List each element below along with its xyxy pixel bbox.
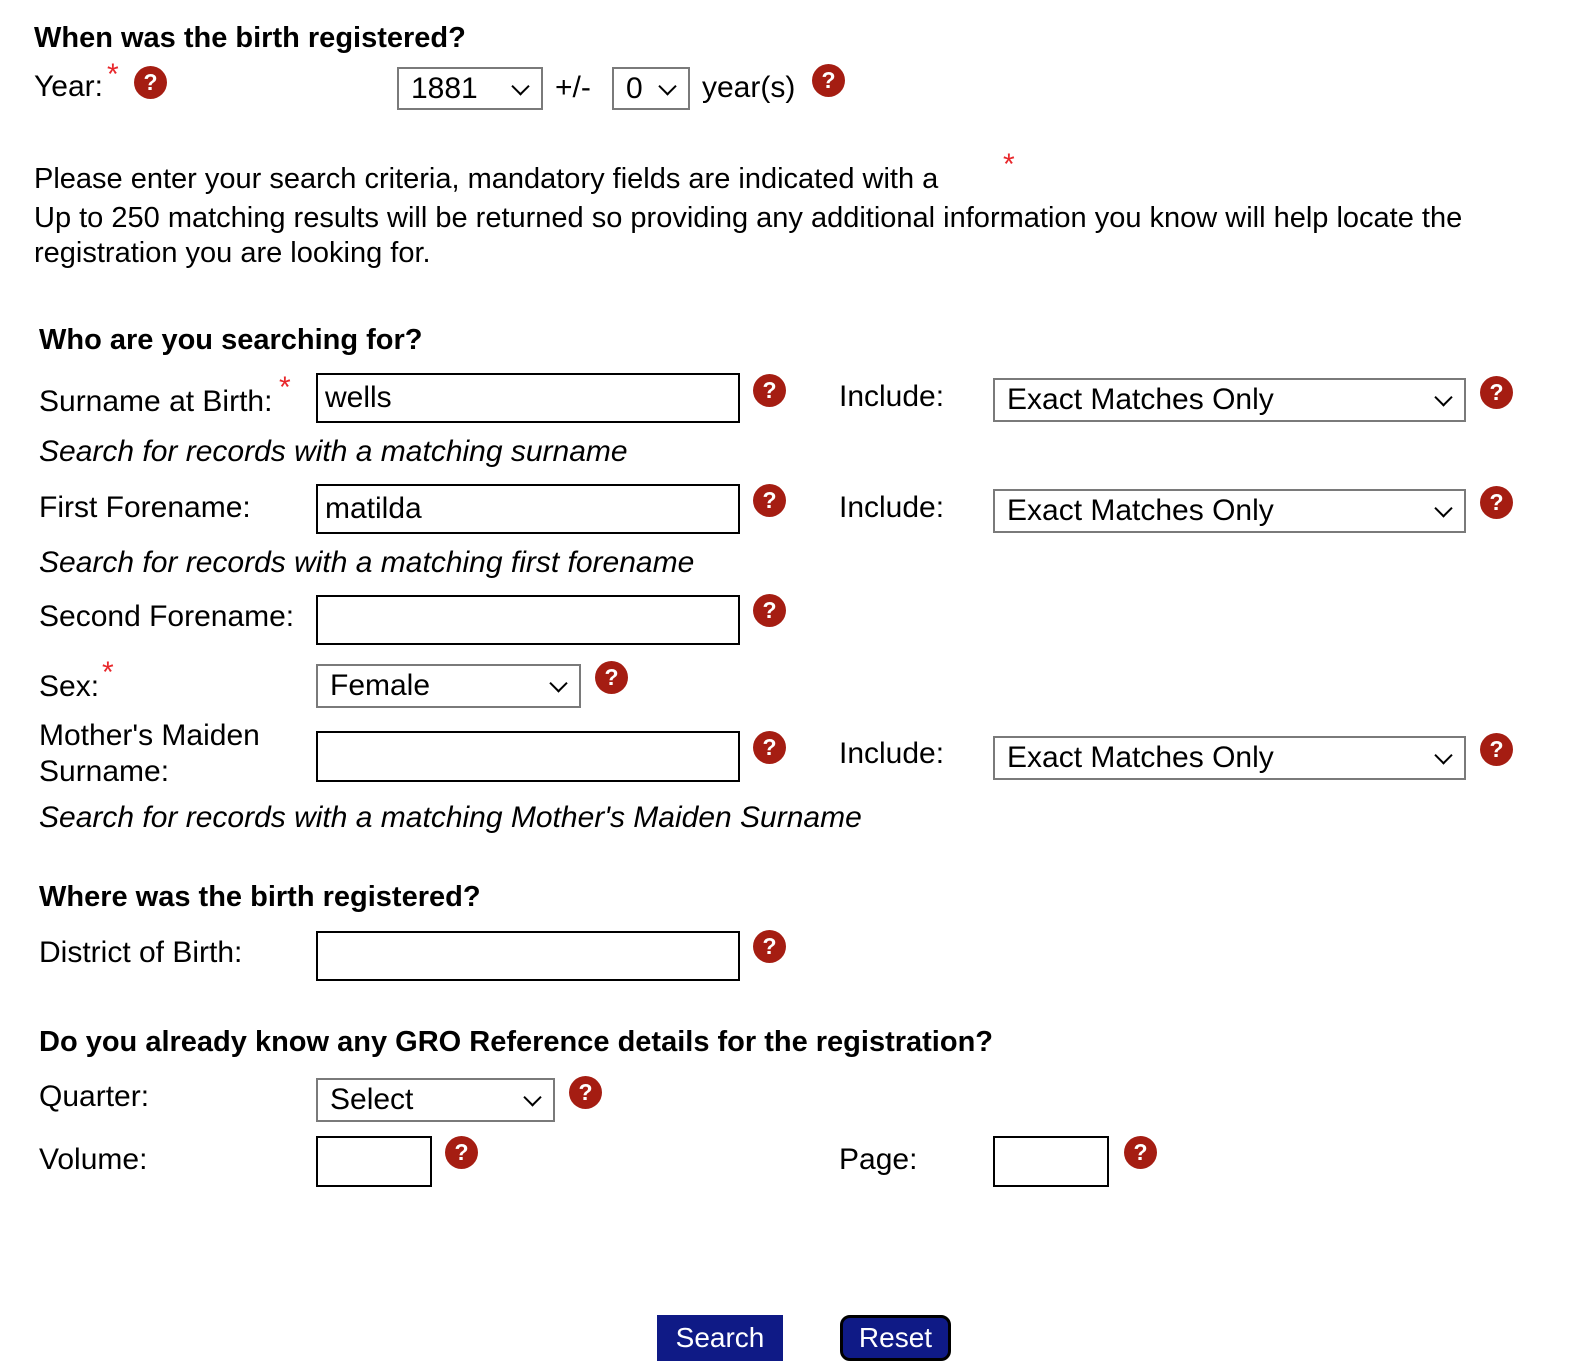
help-icon[interactable]: ? (595, 661, 628, 694)
help-icon[interactable]: ? (134, 66, 167, 99)
year-label: Year: (34, 70, 103, 103)
years-suffix-label: year(s) (702, 71, 796, 104)
year-range-value: 0 (626, 71, 643, 105)
second-forename-input[interactable] (316, 595, 740, 645)
reset-button[interactable]: Reset (840, 1315, 951, 1361)
mothers-maiden-input[interactable] (316, 731, 740, 782)
help-icon[interactable]: ? (753, 731, 786, 764)
plus-minus-label: +/- (555, 71, 591, 104)
volume-input[interactable] (316, 1136, 432, 1187)
help-icon[interactable]: ? (1124, 1136, 1157, 1169)
surname-label: Surname at Birth: (39, 385, 273, 418)
surname-input-value: wells (325, 381, 392, 414)
search-button[interactable]: Search (657, 1315, 783, 1361)
year-range-select[interactable] (612, 67, 690, 110)
include-label: Include: (839, 737, 945, 770)
section-heading-where: Where was the birth registered? (39, 881, 481, 913)
include-label: Include: (839, 380, 945, 413)
year-select-value: 1881 (411, 71, 478, 105)
mothers-maiden-include-select[interactable] (993, 736, 1466, 780)
volume-label: Volume: (39, 1143, 148, 1176)
district-input[interactable] (316, 931, 740, 981)
help-icon[interactable]: ? (1480, 376, 1513, 409)
mothers-maiden-label-line1: Mother's Maiden (39, 719, 260, 752)
chevron-down-icon (1434, 388, 1452, 406)
quarter-select-value: Select (330, 1083, 414, 1116)
district-label: District of Birth: (39, 936, 243, 969)
chevron-down-icon (523, 1088, 541, 1106)
intro-line-1: Please enter your search criteria, mandatory fields are indicated with a (34, 163, 939, 195)
year-select[interactable] (397, 67, 543, 110)
chevron-down-icon (1434, 499, 1452, 517)
section-heading-when: When was the birth registered? (34, 22, 466, 54)
first-forename-hint: Search for records with a matching first forename (39, 546, 695, 579)
quarter-label: Quarter: (39, 1080, 150, 1113)
mothers-maiden-include-value: Exact Matches Only (1007, 741, 1274, 774)
required-star: * (279, 371, 291, 404)
help-icon[interactable]: ? (812, 64, 845, 97)
quarter-select[interactable] (316, 1078, 555, 1122)
first-forename-include-value: Exact Matches Only (1007, 494, 1274, 527)
sex-select[interactable] (316, 664, 581, 708)
first-forename-input[interactable] (316, 484, 740, 534)
help-icon[interactable]: ? (753, 374, 786, 407)
surname-hint: Search for records with a matching surname (39, 435, 628, 468)
chevron-down-icon (511, 77, 529, 95)
required-star: * (102, 656, 114, 689)
sex-label: Sex: (39, 670, 100, 703)
help-icon[interactable]: ? (445, 1136, 478, 1169)
help-icon[interactable]: ? (753, 594, 786, 627)
required-star: * (1003, 148, 1015, 181)
help-icon[interactable]: ? (1480, 486, 1513, 519)
help-icon[interactable]: ? (569, 1076, 602, 1109)
help-icon[interactable]: ? (1480, 733, 1513, 766)
surname-input[interactable] (316, 373, 740, 423)
section-heading-who: Who are you searching for? (39, 324, 423, 356)
intro-line-2: Up to 250 matching results will be returned so providing any additional information you know will help locate the (34, 202, 1463, 234)
section-heading-gro: Do you already know any GRO Reference details for the registration? (39, 1026, 994, 1058)
first-forename-value: matilda (325, 492, 422, 525)
surname-include-select[interactable] (993, 378, 1466, 422)
help-icon[interactable]: ? (753, 930, 786, 963)
required-star: * (107, 58, 119, 91)
help-icon[interactable]: ? (753, 484, 786, 517)
intro-line-3: registration you are looking for. (34, 237, 431, 269)
page-input[interactable] (993, 1136, 1109, 1187)
sex-select-value: Female (330, 669, 431, 702)
chevron-down-icon (658, 77, 676, 95)
mothers-maiden-hint: Search for records with a matching Mother's Maiden Surname (39, 801, 862, 834)
surname-include-value: Exact Matches Only (1007, 383, 1274, 416)
chevron-down-icon (549, 674, 567, 692)
first-forename-include-select[interactable] (993, 489, 1466, 533)
include-label: Include: (839, 491, 945, 524)
first-forename-label: First Forename: (39, 491, 251, 524)
chevron-down-icon (1434, 746, 1452, 764)
page-label: Page: (839, 1143, 918, 1176)
second-forename-label: Second Forename: (39, 600, 295, 633)
mothers-maiden-label-line2: Surname: (39, 755, 170, 788)
